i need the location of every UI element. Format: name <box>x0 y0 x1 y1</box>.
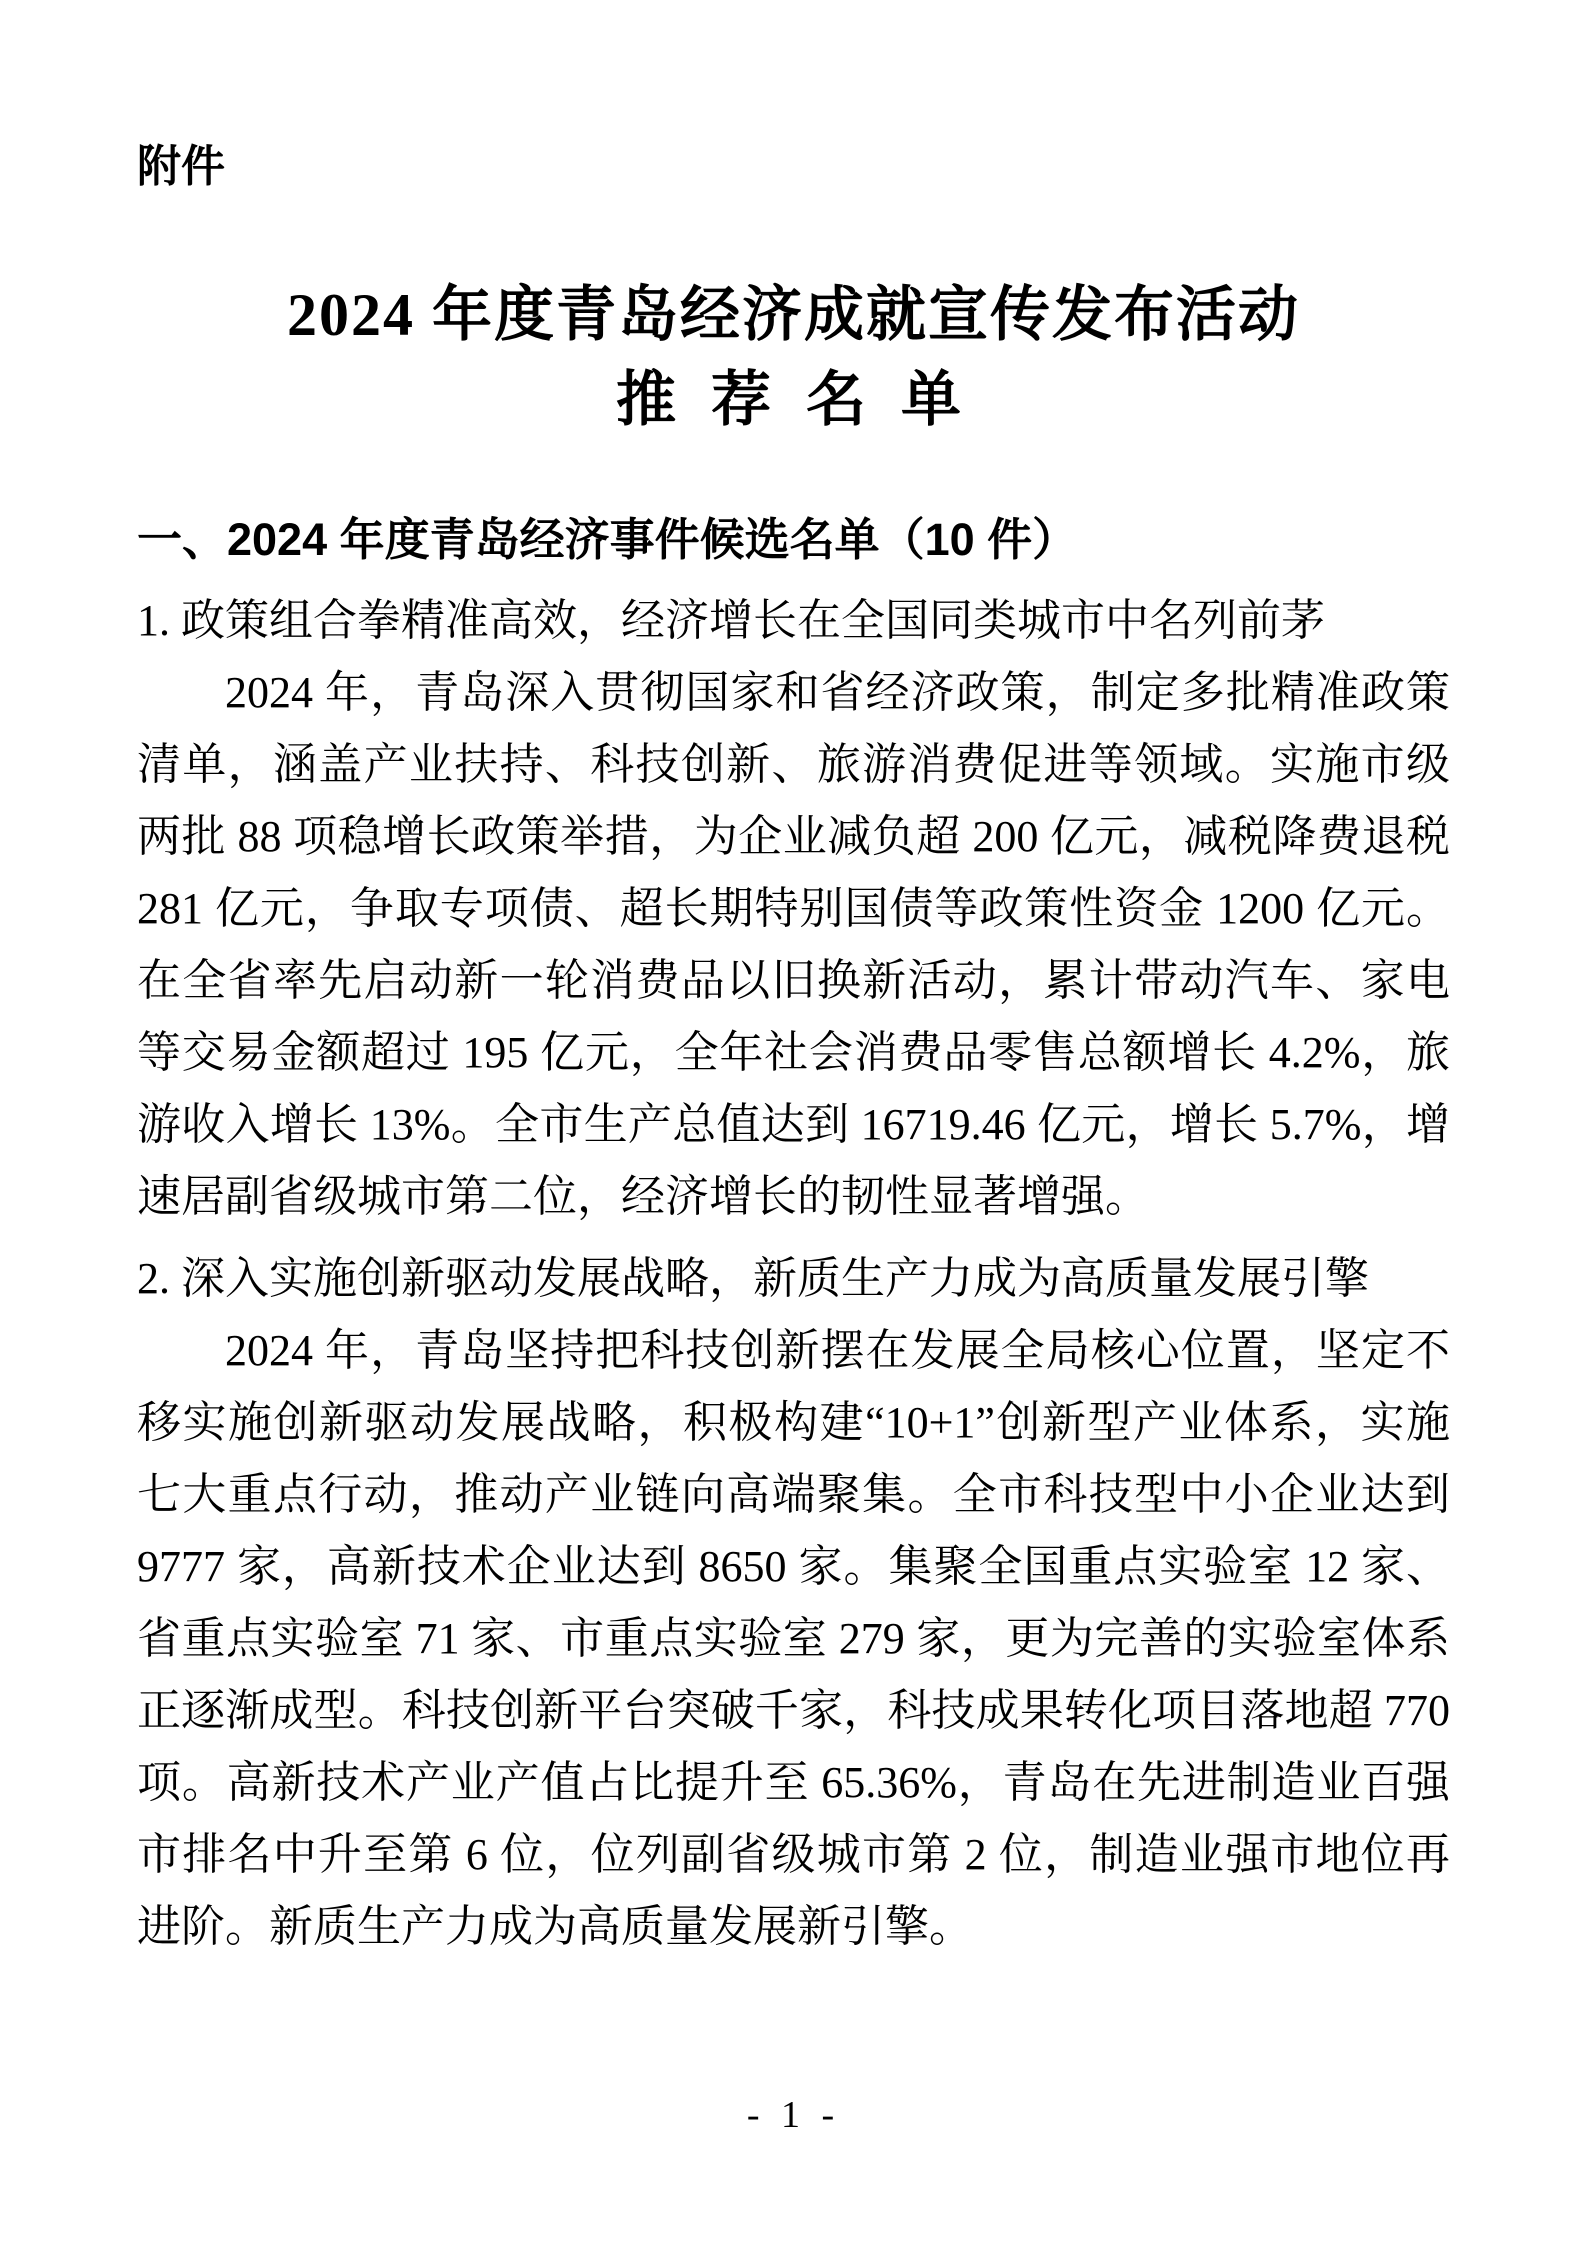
document-title <box>137 273 1450 443</box>
document-title-line2: 推 荐 名 单 <box>616 367 971 433</box>
item-1-heading: 1. 政策组合拳精准高效，经济增长在全国同类城市中名列前茅 <box>137 596 1325 645</box>
section-heading: 一、2024 年度青岛经济事件候选名单（10 件） <box>137 514 1078 565</box>
item-1-body: 2024 年，青岛深入贯彻国家和省经济政策，制定多批精准政策清单，涵盖产业扶持、科技创新、旅游消费促进等领域。实施市级两批 88 项稳增长政策举措，为企业减负超 200 亿元，减税降费退税 281 亿元，争取专项债、超长期特别国债等政策性资金 1200 亿元。在全省率先启动新一轮消费品以旧换新活动，累计带动汽车、家电等交易金额超过 195 亿元，全年社会消费品零售总额增长 4.2%，旅游收入增长 13%。全市生产总值达到 16719.46 亿元，增长 5.7%，增速居副省级城市第二位，经济增长的韧性显著增强。 <box>137 668 1450 1221</box>
item-2-heading: 2. 深入实施创新驱动发展战略，新质生产力成为高质量发展引擎 <box>137 1254 1369 1303</box>
attachment-label: 附件 <box>137 142 225 191</box>
item-2-body: 2024 年，青岛坚持把科技创新摆在发展全局核心位置，坚定不移实施创新驱动发展战略，积极构建“10+1”创新型产业体系，实施七大重点行动，推动产业链向高端聚集。全市科技型中小企业达到 9777 家，高新技术企业达到 8650 家。集聚全国重点实验室 12 家、省重点实验室 71 家、市重点实验室 279 家，更为完善的实验室体系正逐渐成型。科技创新平台突破千家，科技成果转化项目落地超 770 项。高新技术产业产值占比提升至 65.36%，青岛在先进制造业百强市排名中升至第 6 位，位列副省级城市第 2 位，制造业强市地位再进阶。新质生产力成为高质量发展新引擎。 <box>137 1326 1450 1951</box>
page-number: - 1 - <box>746 2094 841 2136</box>
document-title-line1: 2024 年度青岛经济成就宣传发布活动 <box>287 282 1300 348</box>
